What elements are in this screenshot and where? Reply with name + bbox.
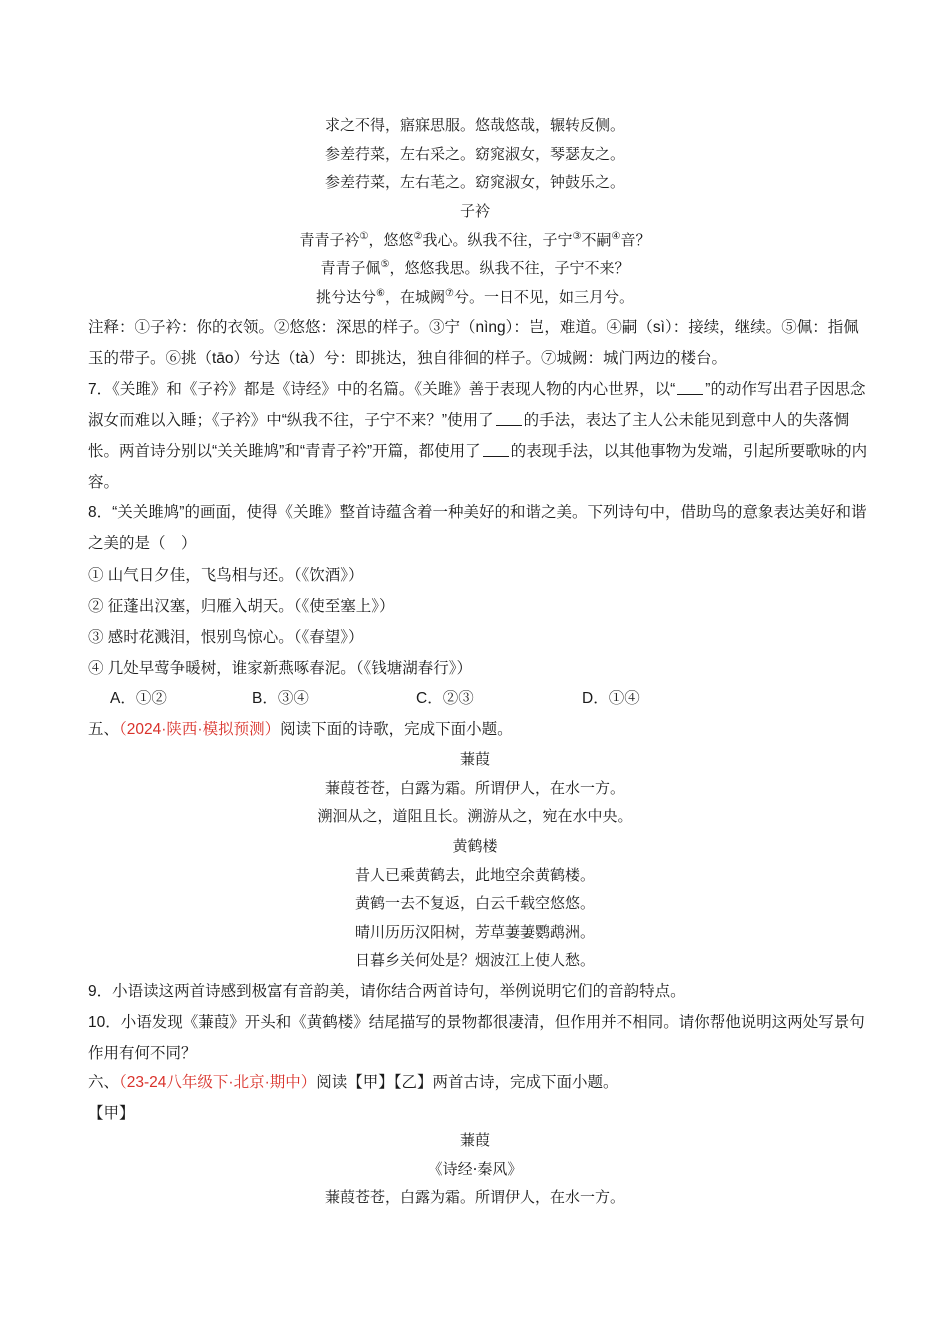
section-6-heading: 六、（23-24八年级下·北京·期中）阅读【甲】【乙】两首古诗，完成下面小题。 <box>88 1074 619 1091</box>
question-8-options <box>110 686 810 710</box>
section-5-heading: 五、（2024·陕西·模拟预测）阅读下面的诗歌，完成下面小题。 <box>88 721 513 738</box>
jia-label: 【甲】 <box>88 1105 135 1122</box>
source-label: （23-24八年级下·北京·期中） <box>119 1074 317 1091</box>
poem-title: 子衿 <box>459 202 490 220</box>
poem-line: 日暮乡关何处是？烟波江上使人愁。 <box>354 951 595 969</box>
option-a[interactable]: A．①② <box>110 690 167 707</box>
question-9: 9．小语读这两首诗感到极富有音韵美，请你结合两首诗句，举例说明它们的音韵特点。 <box>88 983 686 1000</box>
poem-source: 《诗经·秦风》 <box>427 1159 523 1178</box>
question-10: 10．小语发现《蒹葭》开头和《黄鹤楼》结尾描写的景物都很凄清，但作用并不相同。请你帮他说明这两处写景句作用有何不同？ <box>88 1014 865 1062</box>
guanju-tail <box>0 111 950 197</box>
poem-line: 挑兮达兮⑥，在城阙⑦兮。一日不见，如三月兮。 <box>316 287 634 306</box>
list-item: ① 山气日夕佳，飞鸟相与还。（《饮酒》） <box>88 567 364 584</box>
option-d[interactable]: D．①④ <box>582 690 640 707</box>
list-item: ② 征蓬出汉塞，归雁入胡天。（《使至塞上》） <box>88 598 395 615</box>
poem-line: 青青子衿①，悠悠②我心。纵我不往，子宁③不嗣④音？ <box>299 230 651 249</box>
option-b[interactable]: B．③④ <box>252 690 309 707</box>
poem-line: 昔人已乘黄鹤去，此地空余黄鹤楼。 <box>354 865 595 884</box>
jianjia-poem <box>0 745 950 831</box>
answer-blank[interactable] <box>483 442 509 457</box>
source-label: （2024·陕西·模拟预测） <box>119 721 281 738</box>
poem-title: 黄鹤楼 <box>452 837 498 855</box>
option-c[interactable]: C．②③ <box>416 690 474 707</box>
poem-line: 求之不得，寤寐思服。悠哉悠哉，辗转反侧。 <box>324 116 625 134</box>
zijin-poem <box>0 197 950 311</box>
answer-blank[interactable] <box>496 411 522 426</box>
poem-line: 参差荇菜，左右芼之。窈窕淑女，钟鼓乐之。 <box>324 173 625 191</box>
list-item: ④ 几处早莺争暖树，谁家新燕啄春泥。（《钱塘湖春行》） <box>88 660 473 677</box>
poem-line: 蒹葭苍苍，白露为霜。所谓伊人，在水一方。 <box>324 1188 625 1206</box>
poem-line: 蒹葭苍苍，白露为霜。所谓伊人，在水一方。 <box>324 778 625 797</box>
answer-blank[interactable] <box>677 380 703 395</box>
list-item: ③ 感时花溅泪，恨别鸟惊心。（《春望》） <box>88 629 364 646</box>
poem-line: 青青子佩⑤，悠悠我思。纵我不往，子宁不来？ <box>320 259 630 277</box>
poem-line: 黄鹤一去不复返，白云千载空悠悠。 <box>354 894 595 912</box>
zijin-notes: 注释：①子衿：你的衣领。②悠悠：深思的样子。③宁（nìng）：岂，难道。④嗣（sì）：接续，继续。⑤佩：指佩玉的带子。⑥挑（tāo）兮达（tà）兮：即挑达，独自徘徊的样子。⑦城阙：城门两边的楼台。 <box>88 319 859 367</box>
question-8-stem: 8．“关关雎鸠”的画面，使得《关雎》整首诗蕴含着一种美好的和谐之美。下列诗句中，借助鸟的意象表达美好和谐之美的是（ ） <box>88 504 867 552</box>
poem-title: 蒹葭 <box>459 750 490 768</box>
poem-line: 溯洄从之，道阻且长。溯游从之，宛在水中央。 <box>317 807 633 825</box>
question-7: 7．《关雎》和《子衿》都是《诗经》中的名篇。《关雎》善于表现人物的内心世界，以“ ”的动作写出君子因思念淑女而难以入睡；《子衿》中“纵我不往，子宁不来？”使用了 的手法，表达了主人公未能见到意中人的失落惆怅。两首诗分别以“关关雎鸠”和“青青子衿”开篇，都使用了 的表现手法，以其他事物为发端，引起所要歌咏的内容。 <box>88 381 868 491</box>
question-8-items <box>88 560 868 684</box>
poem-line: 晴川历历汉阳树，芳草萋萋鹦鹉洲。 <box>354 922 595 941</box>
poem-title: 蒹葭 <box>459 1131 490 1149</box>
huanghelou-poem <box>0 832 950 975</box>
jianjia-poem-2 <box>0 1126 950 1212</box>
poem-line: 参差荇菜，左右采之。窈窕淑女，琴瑟友之。 <box>324 144 625 163</box>
